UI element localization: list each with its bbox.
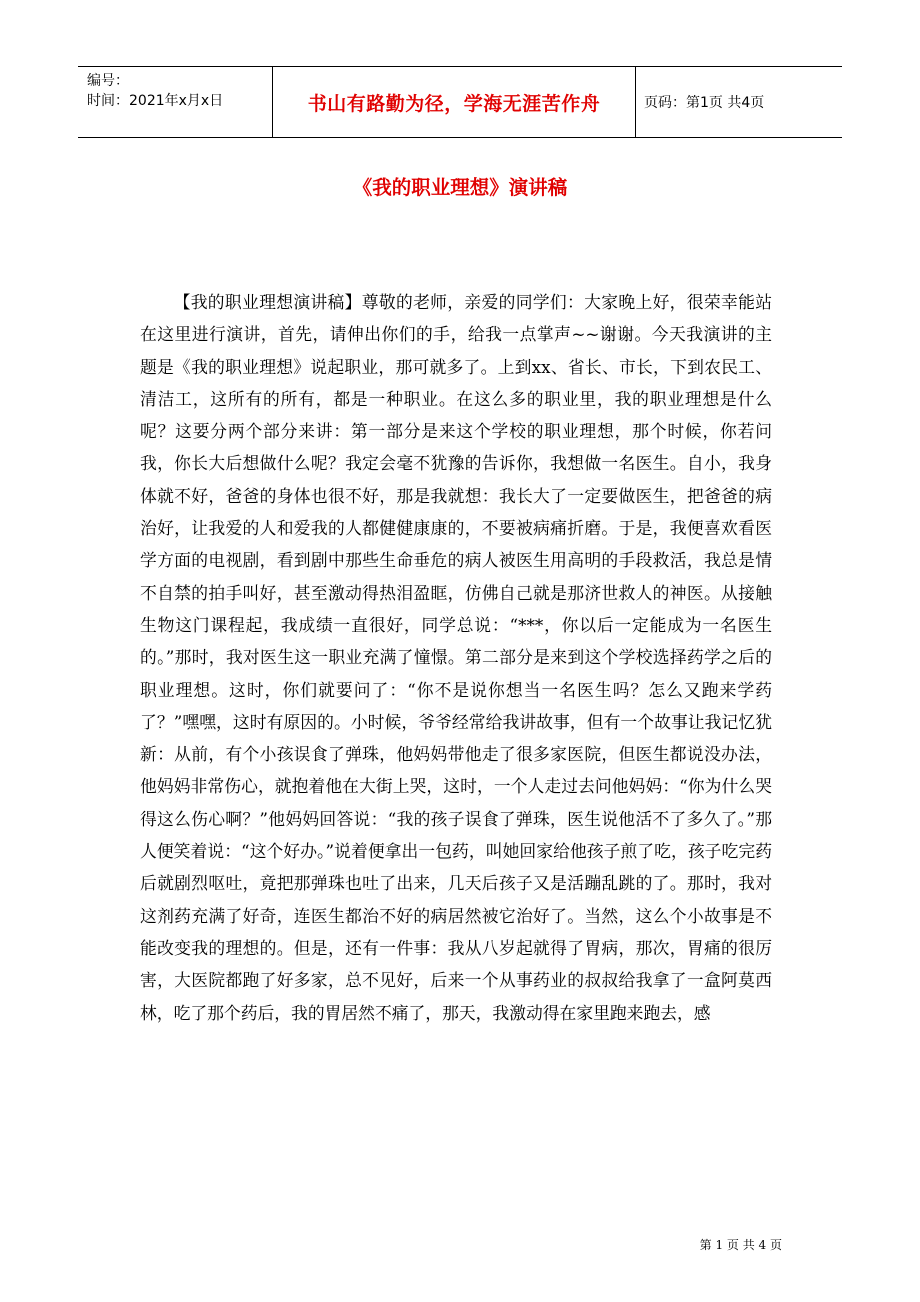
document-body-paragraph: 【我的职业理想演讲稿】尊敬的老师，亲爱的同学们：大家晚上好，很荣幸能站在这里进行演讲，首先，请伸出你们的手，给我一点掌声~~谢谢。今天我演讲的主题是《我的职业理想》说起职业，那可就多了。上到xx、省长、市长，下到农民工、清洁工，这所有的所有，都是一种职业。在这么多的职业里，我的职业理想是什么呢？这要分两个部分来讲：第一部分是来这个学校的职业理想，那个时候，你若问我，你长大后想做什么呢？我定会毫不犹豫的告诉你，我想做一名医生。自小，我身体就不好，爸爸的身体也很不好，那是我就想：我长大了一定要做医生，把爸爸的病治好，让我爱的人和爱我的人都健健康康的，不要被病痛折磨。于是，我便喜欢看医学方面的电视剧，看到剧中那些生命垂危的病人被医生用高明的手段救活，我总是情不自禁的拍手叫好，甚至激动得热泪盈眶，仿佛自己就是那济世救人的神医。从接触生物这门课程起，我成绩一直很好，同学总说：“***，你以后一定能成为一名医生的。”那时，我对医生这一职业充满了憧憬。第二部分是来到这个学校选择药学之后的职业理想。这时，你们就要问了：“你不是说你想当一名医生吗？怎么又跑来学药了？”嘿嘿，这时有原因的。小时候，爷爷经常给我讲故事，但有一个故事让我记忆犹新：从前，有个小孩误食了弹珠，他妈妈带他走了很多家医院，但医生都说没办法，他妈妈非常伤心，就抱着他在大街上哭，这时，一个人走过去问他妈妈：“你为什么哭得这么伤心啊？”他妈妈回答说：“我的孩子误食了弹珠，医生说他活不了多久了。”那人便笑着说：“这个好办。”说着便拿出一包药，叫她回家给他孩子煎了吃，孩子吃完药后就剧烈呕吐，竟把那弹珠也吐了出来，几天后孩子又是活蹦乱跳的了。那时，我对这剂药充满了好奇，连医生都治不好的病居然被它治好了。当然，这么个小故事是不能改变我的理想的。但是，还有一件事：我从八岁起就得了胃病，那次，胃痛的很厉害，大医院都跑了好多家，总不见好，后来一个从事药业的叔叔给我拿了一盒阿莫西林，吃了那个药后，我的胃居然不痛了，那天，我激动得在家里跑来跑去，感	[140, 292, 772, 1023]
header-page-info: 页码：第1页 共4页	[644, 95, 765, 111]
header-motto: 书山有路勤为径，学海无涯苦作舟	[273, 67, 636, 137]
page-footer-number: 第 1 页 共 4 页	[699, 1238, 782, 1252]
document-title: 《我的职业理想》演讲稿	[352, 176, 568, 199]
header-meta	[78, 67, 273, 137]
document-header	[78, 66, 842, 138]
document-number-label: 编号：	[87, 73, 129, 89]
document-date-label: 时间：2021年x月x日	[87, 93, 224, 109]
